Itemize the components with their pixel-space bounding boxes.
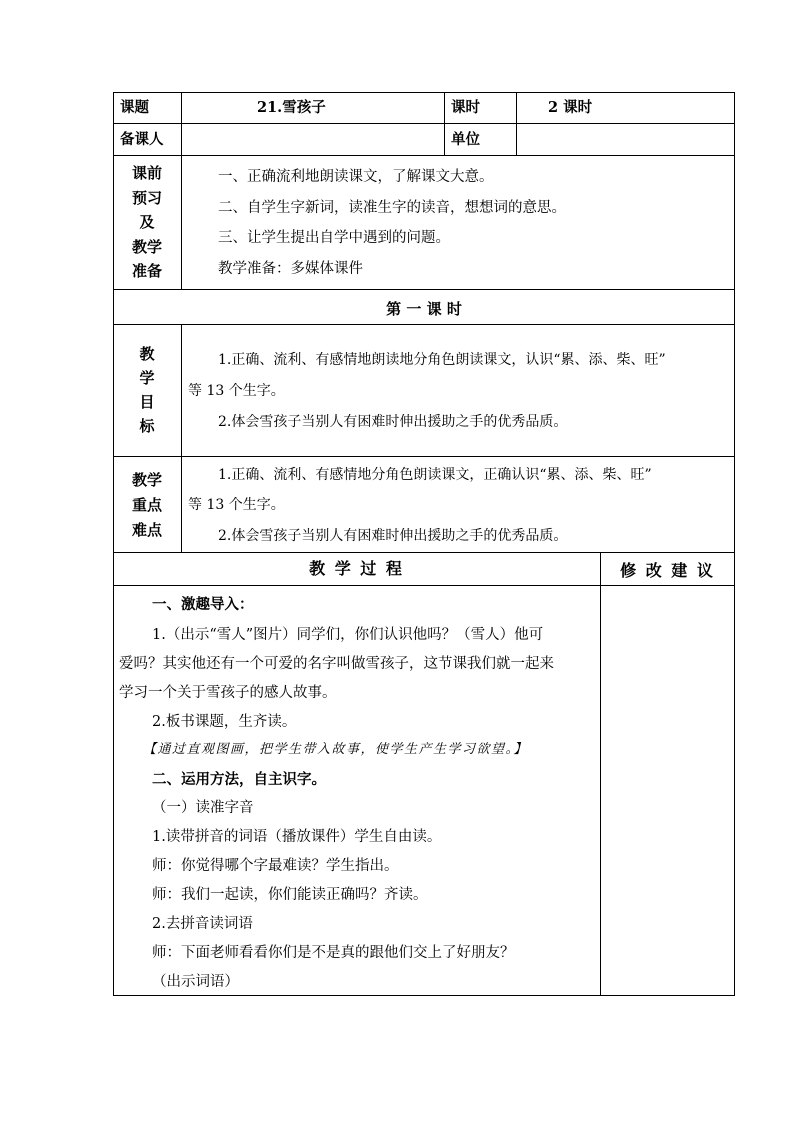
prep-line: 教学准备：多媒体课件 — [218, 261, 363, 277]
goals-label-line: 教 — [139, 345, 155, 363]
prep-label — [127, 161, 167, 284]
process-line: （出示词语） — [152, 974, 239, 990]
process-header: 教 学 过 程 — [309, 559, 404, 578]
keypoints-line: 等 13 个生字。 — [188, 497, 285, 513]
process-line: 二、运用方法，自主识字。 — [152, 771, 326, 788]
keypoints-line: 2.体会雪孩子当别人有困难时伸出援助之手的优秀品质。 — [218, 528, 568, 544]
prep-label-line: 教学 — [131, 237, 162, 256]
suggestions-header: 修 改 建 议 — [620, 561, 715, 580]
process-line: 2.去拼音读词语 — [152, 916, 253, 932]
process-line: 师：下面老师看看你们是不是真的跟他们交上了好朋友？ — [152, 945, 515, 961]
prep-label-line: 预习 — [131, 188, 162, 207]
goals-label-line: 学 — [139, 369, 155, 387]
period-label: 课时 — [451, 99, 480, 116]
process-line: 2.板书课题，生齐读。 — [152, 714, 297, 730]
prep-line: 一、正确流利地朗读课文，了解课文大意。 — [218, 169, 494, 185]
prep-line: 三、让学生提出自学中遇到的问题。 — [218, 230, 450, 246]
goals-label — [127, 342, 167, 438]
process-line: 1.（出示“雪人”图片）同学们，你们认识他吗？（雪人）他可 — [152, 627, 544, 643]
prep-line: 二、自学生字新词，读准生字的读音，想想词的意思。 — [218, 200, 566, 216]
prep-label-line: 及 — [139, 213, 155, 232]
keypoints-label-line: 教学 — [131, 471, 162, 489]
goals-label-line: 标 — [139, 417, 155, 435]
keypoints-label-line: 重点 — [131, 496, 162, 514]
prep-label-line: 准备 — [131, 262, 162, 281]
topic-value: 21.雪孩子 — [257, 99, 326, 116]
process-line: 学习一个关于雪孩子的感人故事。 — [119, 685, 337, 701]
unit-label: 单位 — [451, 131, 480, 148]
process-line: 爱吗？其实他还有一个可爱的名字叫做雪孩子，这节课我们就一起来 — [119, 656, 554, 672]
process-line: 师：我们一起读，你们能读正确吗？齐读。 — [152, 887, 428, 903]
process-line: 师：你觉得哪个字最难读？学生指出。 — [152, 858, 399, 874]
keypoints-label — [127, 468, 167, 543]
keypoints-line: 1.正确、流利、有感情地分角色朗读课文，正确认识“累、添、柴、旺” — [218, 467, 652, 483]
goals-line: 1.正确、流利、有感情地朗读地分角色朗读课文，认识“累、添、柴、旺” — [218, 352, 666, 368]
process-line: 1.读带拼音的词语（播放课件）学生自由读。 — [152, 829, 442, 845]
preparer-label: 备课人 — [120, 131, 164, 148]
process-line: 一、激趣导入： — [152, 596, 254, 613]
period-value: 2 课时 — [548, 99, 593, 116]
keypoints-label-line: 难点 — [131, 521, 162, 539]
suggestions-cell — [601, 586, 734, 995]
goals-label-line: 目 — [139, 393, 155, 411]
process-line: （一）读准字音 — [152, 800, 254, 816]
topic-label: 课题 — [120, 99, 149, 116]
lesson-title: 第 一 课 时 — [386, 300, 462, 318]
process-note: 【通过直观图画，把学生带入故事，使学生产生学习欲望。】 — [143, 742, 529, 757]
goals-line: 2.体会雪孩子当别人有困难时伸出援助之手的优秀品质。 — [218, 414, 568, 430]
goals-line: 等 13 个生字。 — [188, 383, 285, 399]
prep-label-line: 课前 — [131, 164, 162, 182]
